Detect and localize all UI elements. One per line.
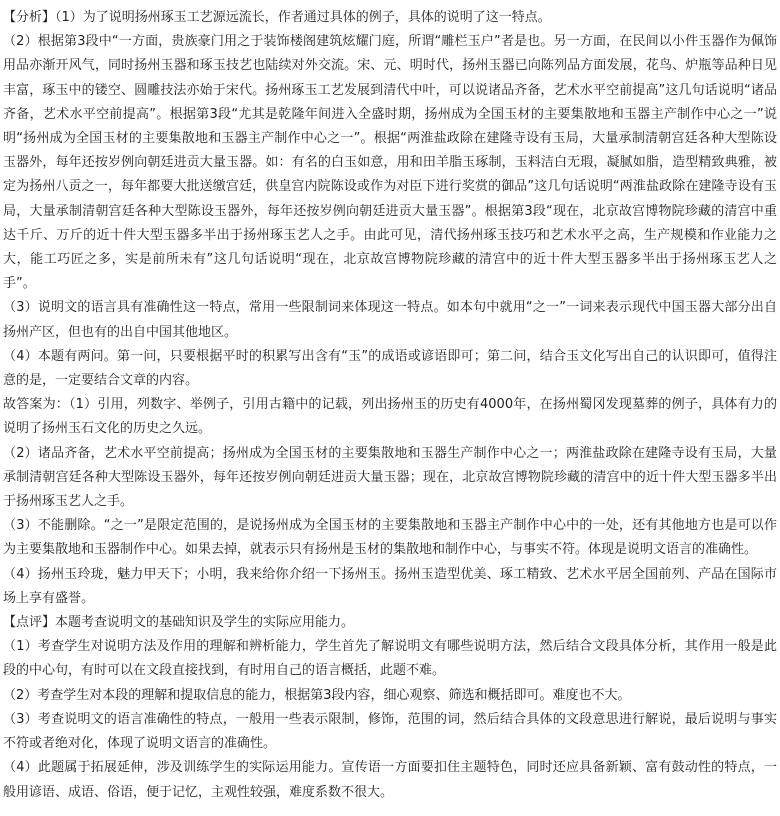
comment-part-4-paragraph: （4）此题属于拓展延伸，涉及训练学生的实际运用能力。宣传语一方面要扣住主题特色，同时还应具备新颖、富有鼓动性的特点，一般用谚语、成语、俗语，便于记忆，主观性较强，难度系数不很大。 [3,760,777,800]
comment-part-2-paragraph: （2）考查学生对本段的理解和提取信息的能力，根据第3段内容，细心观察、筛选和概括即可。难度也不大。 [3,687,631,703]
answer-part-2-paragraph: （2）诸品齐备，艺术水平空前提高；扬州成为全国玉材的主要集散地和玉器生产制作中心之一；两淮盐政除在建隆寺设有玉局，大量承制清朝宫廷各种大型陈设玉器外，每年还按岁例向朝廷进贡大量玉器；现在，北京故宫博物院珍藏的清宫中的近十件大型玉器多半出于扬州琢玉艺人之手。 [3,445,777,510]
comment-part-3-paragraph: （3）考查说明文的语言准确性的特点，一般用一些表示限制，修饰，范围的词，然后结合具体的文段意思进行解说，最后说明与事实不符或者绝对化，体现了说明文语言的准确性。 [3,711,777,752]
analysis-part-2-paragraph: （2）根据第3段中“一方面，贵族豪门用之于装饰楼阁建筑炫耀门庭，所谓“雕栏玉户”者是也。另一方面，在民间以小件玉器作为佩饰用品亦渐开风气，同时扬州玉器和琢玉技艺也陆续对外交流。宋、元、明时代，扬州玉器已向陈列品方面发展，花鸟、炉瓶等品种日见丰富，琢玉中的镂空、圆雕技法亦始于宋代。扬州琢玉工艺发展到清代中叶，可以说诸品齐备，艺术水平空前提高”这几句话说明“诸品齐备，艺术水平空前提高”。根据第3段“尤其是乾隆年间进入全盛时期，扬州成为全国玉材的主要集散地和玉器主产制作中心之一”说明“扬州成为全国玉材的主要集散地和玉器主产制作中心之一”。根据“两淮盐政除在建隆寺设有玉局，大量承制清朝宫廷各种大型陈设玉器外，每年还按岁例向朝廷进贡大量玉器。如：有名的白玉如意，用和田羊脂玉琢制，玉料洁白无瑕，凝腻如脂，造型精致典雅，被定为扬州八贡之一，每年都要大批送缴宫廷，供皇宫内院陈设或作为对臣下进行奖赏的御品”这几句话说明“两淮盐政除在建隆寺设有玉局，大量承制清朝宫廷各种大型陈设玉器外，每年还按岁例向朝廷进贡大量玉器”。根据第3段“现在，北京故宫博物院珍藏的清宫中重达千斤、万斤的近十件大型玉器多半出于扬州琢玉艺人之手。由此可见，清代扬州琢玉技巧和艺术水平之高，生产规模和作业能力之大，能工巧匠之多，实是前所未有”这几句话说明“现在，北京故宫博物院珍藏的清宫中的近十件大型玉器多半出于扬州琢玉艺人之手”。 [3,34,777,292]
analysis-intro-paragraph: 【分析】（1）为了说明扬州琢玉工艺源远流长，作者通过具体的例子，具体的说明了这一特点。 [3,10,551,25]
analysis-part-3-paragraph: （3）说明文的语言具有准确性这一特点，常用一些限制词来体现这一特点。如本句中就用“之一”一词来表示现代中国玉器大部分出自扬州产区，但也有的出自中国其他地区。 [3,300,777,340]
answer-part-3-paragraph: （3）不能删除。“之一”是限定范围的，是说扬州成为全国玉材的主要集散地和玉器主产制作中心中的一处，还有其他地方也是可以作为主要集散地和玉器制作中心。如果去掉，就表示只有扬州是玉材的集散地和制作中心，与事实不符。体现是说明文语言的准确性。 [3,518,777,558]
answer-part-4-paragraph: （4）扬州玉玲珑，魅力甲天下；小明，我来给你介绍一下扬州玉。扬州玉造型优美、琢工精致、艺术水平居全国前列、产品在国际市场上享有盛誉。 [3,566,777,606]
answer-part-1-paragraph: 故答案为：（1）引用，列数字、举例子，引用古籍中的记载，列出扬州玉的历史有4000年，在扬州蜀冈发现墓葬的例子，具体有力的说明了扬州玉石文化的历史之久远。 [3,397,777,437]
analysis-part-4-paragraph: （4）本题有两问。第一问，只要根据平时的积累写出含有“玉”的成语或谚语即可；第二问，结合玉文化写出自己的认识即可，值得注意的是，一定要结合文章的内容。 [3,348,777,389]
comment-intro-paragraph: 【点评】本题考查说明文的基础知识及学生的实际应用能力。 [3,615,355,631]
comment-part-1-paragraph: （1）考查学生对说明方法及作用的理解和辨析能力，学生首先了解说明文有哪些说明方法，然后结合文段具体分析，其作用一般是此段的中心句，有时可以在文段直接找到，有时用自己的语言概括，此题不难。 [3,639,777,679]
